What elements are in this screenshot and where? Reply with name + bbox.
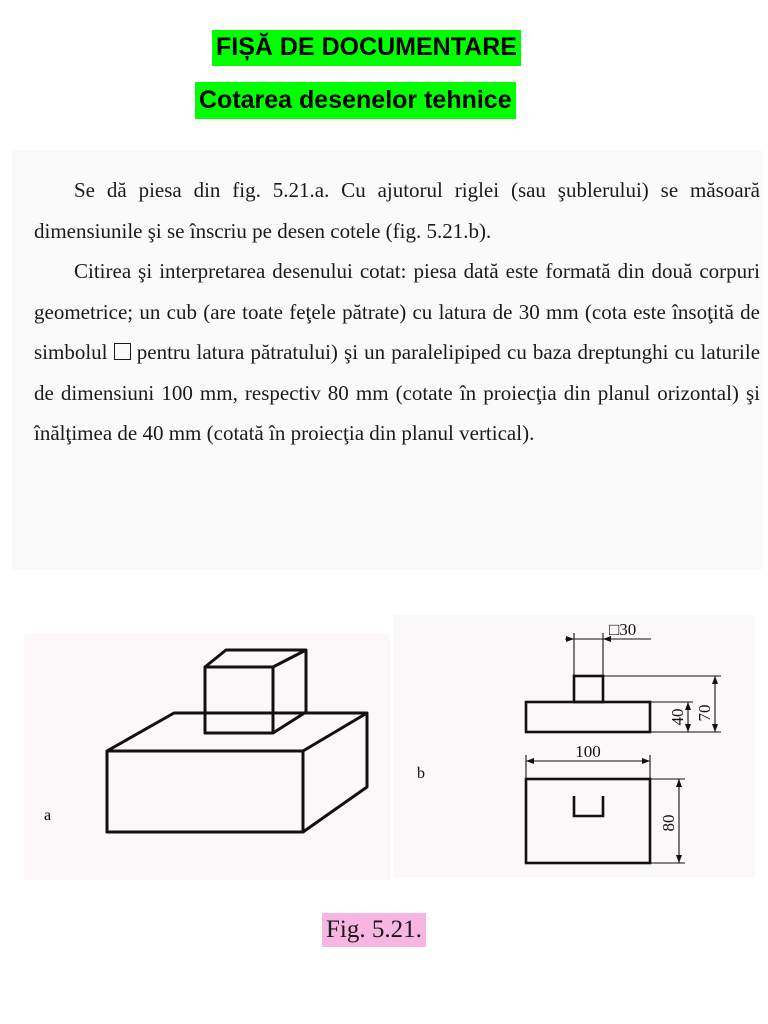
paragraph-2 (34, 251, 760, 454)
figure-caption: Fig. 5.21. (322, 913, 426, 947)
prism-front-face (107, 751, 303, 832)
body-text (34, 170, 760, 454)
dim-70-label: 70 (695, 704, 714, 722)
page-subtitle: Cotarea desenelor tehnice (195, 82, 516, 119)
top-view-base (526, 779, 650, 863)
figure-b-label: b (417, 765, 425, 782)
square-symbol-icon (114, 343, 131, 360)
dim-100-arrow-left (526, 758, 534, 764)
dim-80-arrow-top (676, 779, 682, 787)
dim-40-label: 40 (668, 708, 687, 726)
cube-front-face (205, 667, 273, 733)
dim-70-arrow-bottom (712, 724, 718, 732)
cube-top-face (205, 650, 306, 667)
dim-80-label: 80 (659, 814, 678, 832)
dim-30-arrow-left (566, 636, 574, 642)
figure-b-orthographic (393, 615, 755, 877)
dim-100-label: 100 (575, 742, 601, 761)
figure-a-label: a (44, 807, 52, 824)
isometric-drawing (24, 634, 390, 880)
cube-right-face (273, 650, 306, 733)
dim-100-arrow-right (642, 758, 650, 764)
page-title: FIȘĂ DE DOCUMENTARE (212, 30, 521, 66)
dim-70-arrow-top (712, 676, 718, 684)
front-view-base (526, 702, 650, 732)
paragraph-2-part-1: Citirea şi interpretarea desenului cotat: piesa dată este formată din două corpuri geometrice; un cub (are toate feţele pătrate) cu latura de 30 mm (cota este însoţită de simbolul (34, 259, 760, 364)
dim-80-arrow-bottom (676, 855, 682, 863)
paragraph-2-part-2: pentru latura pătratului) şi un paralelipiped cu baza dreptunghi cu laturile de dimensiuni 100 mm, respectiv 80 mm (cotate în proiecţia din planul orizontal) şi înălţimea de 40 mm (cotată în proiecţia din planul vertical). (34, 340, 761, 445)
paragraph-1: Se dă piesa din fig. 5.21.a. Cu ajutorul riglei (sau şublerului) se măsoară dimensiunile şi se înscriu pe desen cotele (fig. 5.21.b). (34, 178, 760, 243)
top-view-notch (574, 796, 603, 816)
figure-a-isometric (24, 634, 390, 880)
front-view-cube (574, 676, 603, 702)
orthographic-drawing (393, 615, 755, 877)
dim-square-30-label: □30 (609, 620, 637, 639)
